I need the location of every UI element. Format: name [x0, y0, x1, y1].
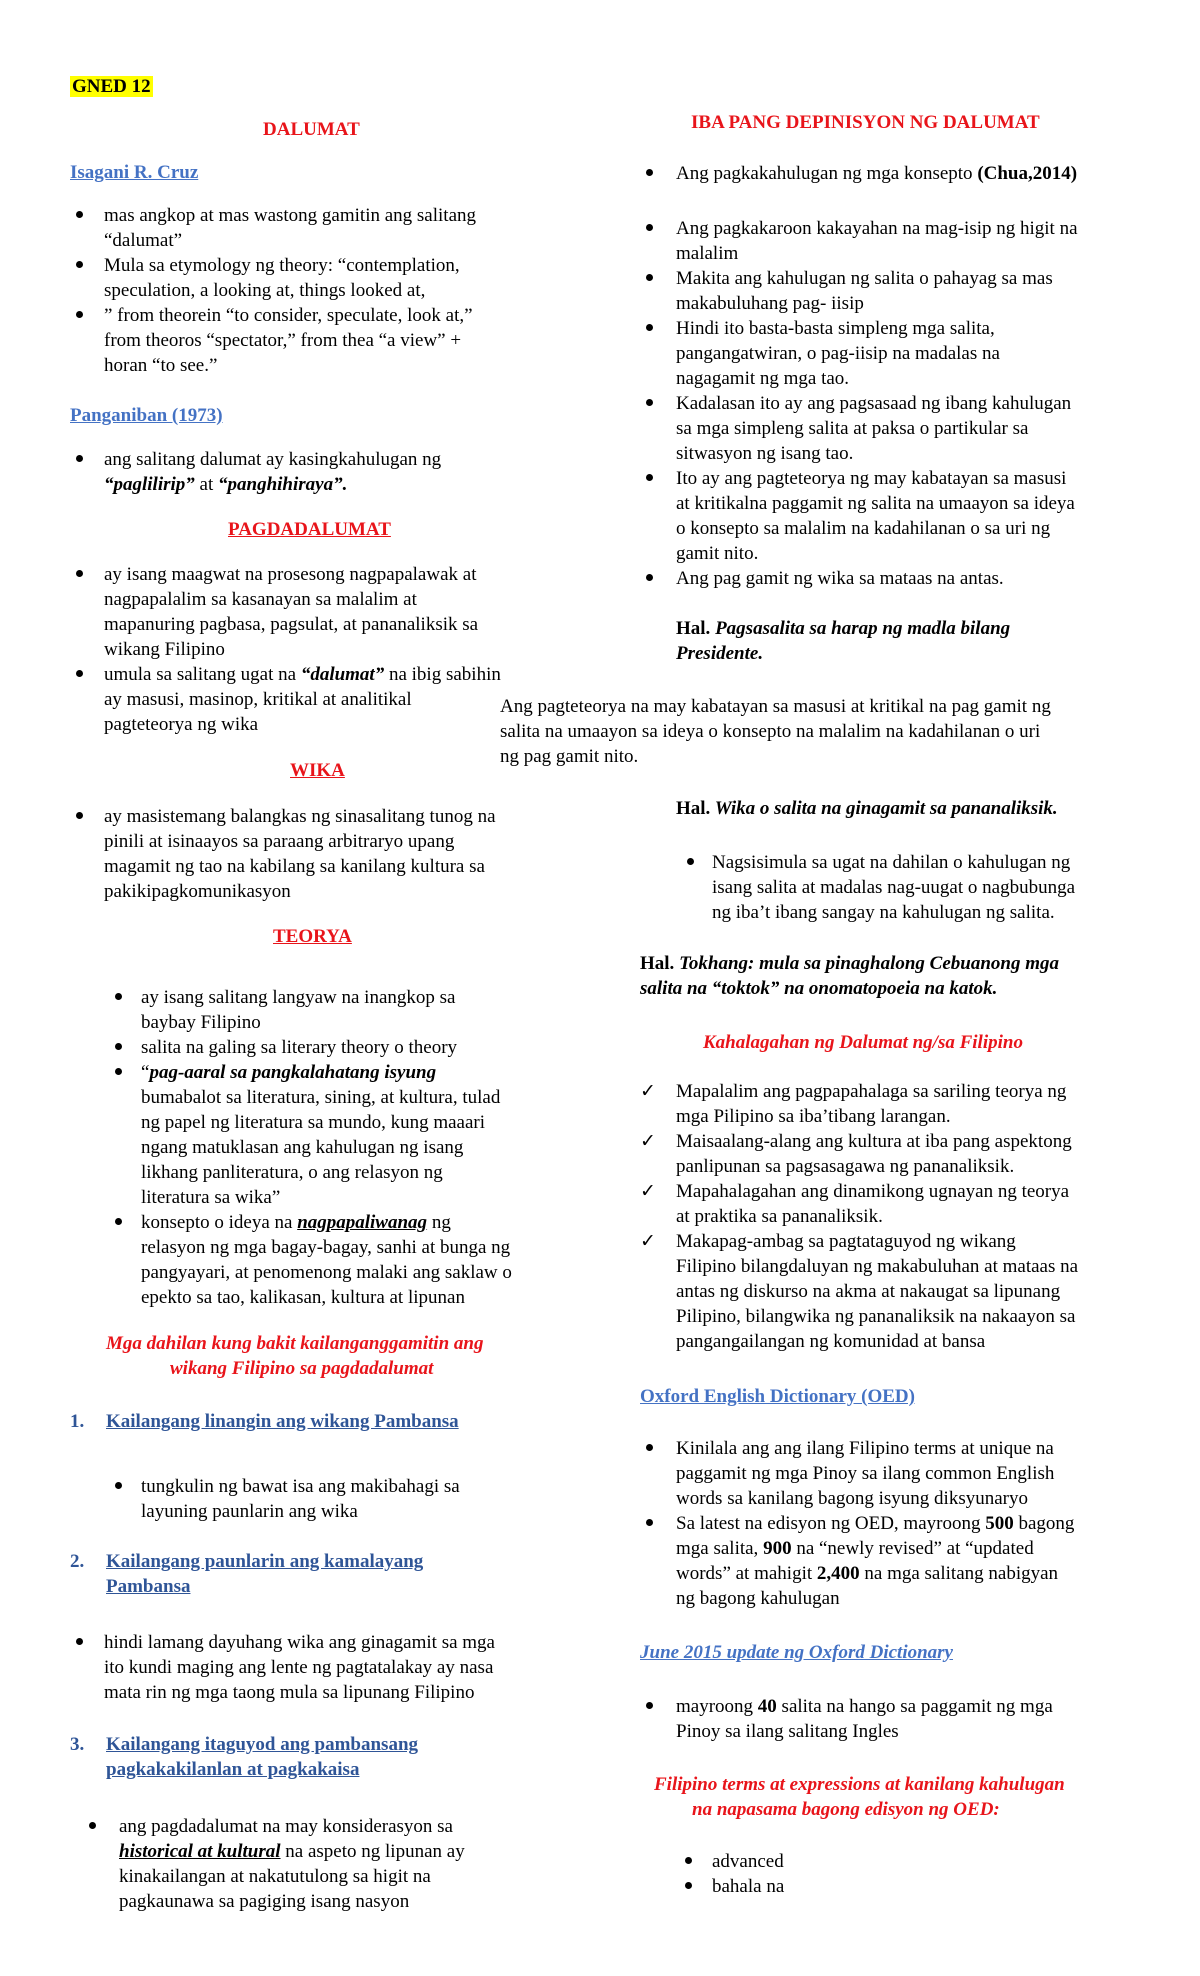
bullet-dot: [646, 324, 653, 331]
hal-3-l1: Hal. Tokhang: mula sa pinaghalong Cebuanong mga: [640, 953, 1059, 974]
bullet-dot: [646, 574, 653, 581]
wika-b1-l1: ay masistemang balangkas ng sinasalitang tunog na: [104, 806, 496, 827]
bullet-dot: [646, 474, 653, 481]
reason-3-b-l1: ang pagdadalumat na may konsiderasyon sa: [119, 1816, 453, 1837]
bullet-dot: [687, 858, 694, 865]
iba-b6-l4: gamit nito.: [676, 543, 759, 564]
wika-title: WIKA: [290, 760, 345, 781]
reasons-title-l2: wikang Filipino sa pagdadalumat: [170, 1358, 434, 1379]
cruz-b3-l1: ” from theorein “to consider, speculate, look at,”: [104, 305, 473, 326]
reason-3-heading-l2: pagkakakilanlan at pagkakaisa: [106, 1759, 360, 1780]
kahalagahan-title: Kahalagahan ng Dalumat ng/sa Filipino: [703, 1032, 1023, 1053]
teorya-b3-l5: likhang panliteratura, o ang relasyon ng: [141, 1162, 443, 1183]
cruz-b1-l1: mas angkop at mas wastong gamitin ang salitang: [104, 205, 477, 226]
terms-title-l2: na napasama bagong edisyon ng OED:: [692, 1799, 1000, 1820]
teorya-b3-l3: ng papel ng literatura sa mundo, kung maaari: [141, 1112, 486, 1133]
oed-b2-l3: words” at mahigit 2,400 na mga salitang nabigyan: [676, 1563, 1059, 1584]
hal-2: Hal. Wika o salita na ginagamit sa pananaliksik.: [676, 798, 1058, 819]
term-item: advanced: [712, 1851, 784, 1872]
hal-1-l2: Presidente.: [676, 643, 764, 664]
iba-b4-l2: pangangatwiran, o pag-iisip na madalas na: [676, 343, 1000, 364]
teorya-b3-l4: ngang matuklasan ang kahulugan ng isang: [141, 1137, 464, 1158]
oed-b1-l1: Kinilala ang ang ilang Filipino terms at unique na: [676, 1438, 1054, 1459]
cruz-b1-l2: “dalumat”: [104, 230, 183, 251]
iba-b1: Ang pagkakahulugan ng mga konsepto (Chua,2014): [676, 163, 1078, 184]
bullet-dot: [115, 993, 122, 1000]
bullet-dot: [76, 570, 83, 577]
bullet-dot: [76, 211, 83, 218]
reason-1-b-l1: tungkulin ng bawat isa ang makibahagi sa: [141, 1476, 460, 1497]
teorya-b3-l2: bumabalot sa literatura, sining, at kultura, tulad: [141, 1087, 501, 1108]
pagd-b1-l4: wikang Filipino: [104, 639, 225, 660]
bullet-dot: [646, 399, 653, 406]
teorya-b4-l3: pangyayari, at penomenong malaki ang saklaw o: [141, 1262, 512, 1283]
iba-b8-l2: isang salita at madalas nag-uugat o nagbubunga: [712, 877, 1076, 898]
check-4-l3: antas ng diskurso na akma at nakaugat sa lipunang: [676, 1281, 1061, 1302]
iba-b6-l3: o konsepto sa malalim na kadahilanan o sa uri ng: [676, 518, 1051, 539]
oed-b1-l2: paggamit ng mga Pinoy sa ilang common English: [676, 1463, 1055, 1484]
pagdadalumat-title: PAGDADALUMAT: [228, 519, 391, 540]
iba-b4-l3: nagagamit ng mga tao.: [676, 368, 850, 389]
panganiban-b1-l1: ang salitang dalumat ay kasingkahulugan ng: [104, 449, 442, 470]
check-4-l2: Filipino bilangdaluyan ng makabuluhan at mataas na: [676, 1256, 1079, 1277]
floating-text-l2: salita na umaayon sa ideya o konsepto na malalim na kadahilanan o uri: [500, 721, 1041, 742]
bullet-dot: [685, 1857, 692, 1864]
oed-heading: Oxford English Dictionary (OED): [640, 1386, 915, 1407]
check-4-l5: pangangailangan ng komunidad at bansa: [676, 1331, 986, 1352]
panganiban-b1-l2: “paglilirip” at “panghihiraya”.: [104, 474, 348, 495]
floating-text-l1: Ang pagteteorya na may kabatayan sa masusi at kritikal na pag gamit ng: [500, 696, 1051, 717]
wika-b1-l4: pakikipagkomunikasyon: [104, 881, 291, 902]
reasons-title-l1: Mga dahilan kung bakit kailanganggamitin ang: [106, 1333, 484, 1354]
iba-b2-l2: malalim: [676, 243, 739, 264]
iba-b6-l2: at kritikalna paggamit ng salita na umaayon sa ideya: [676, 493, 1075, 514]
pagd-b2-l2: ay masusi, masinop, kritikal at analitikal: [104, 689, 412, 710]
june-b1-l2: Pinoy sa ilang salitang Ingles: [676, 1721, 899, 1742]
terms-title-l1: Filipino terms at expressions at kanilang kahulugan: [654, 1774, 1065, 1795]
iba-b8-l3: ng iba’t ibang sangay na kahulugan ng salita.: [712, 902, 1055, 923]
wika-b1-l2: pinili at isinaayos sa paraang arbitraryo upang: [104, 831, 455, 852]
iba-b5-l2: sa mga simpleng salita at paksa o partikular sa: [676, 418, 1029, 439]
teorya-b4-l2: relasyon ng mga bagay-bagay, sanhi at bunga ng: [141, 1237, 511, 1258]
teorya-b3-l6: literatura sa wika”: [141, 1187, 281, 1208]
bullet-dot: [646, 224, 653, 231]
iba-b2-l1: Ang pagkakaroon kakayahan na mag-isip ng higit na: [676, 218, 1078, 239]
cruz-b2-l2: speculation, a looking at, things looked at,: [104, 280, 426, 301]
course-code: GNED 12: [72, 76, 151, 97]
oed-b1-l3: words sa kanilang bagong isyung diksyunaryo: [676, 1488, 1028, 1509]
reason-2-b-l1: hindi lamang dayuhang wika ang ginagamit sa mga: [104, 1632, 495, 1653]
check-1-l2: mga Pilipino sa iba’tibang larangan.: [676, 1106, 951, 1127]
teorya-b4-l1: konsepto o ideya na nagpapaliwanag ng: [141, 1212, 451, 1233]
bullet-dot: [76, 670, 83, 677]
reason-1-heading: Kailangang linangin ang wikang Pambansa: [106, 1411, 459, 1432]
cruz-b3-l3: horan “to see.”: [104, 355, 218, 376]
reason-1-b-l2: layuning paunlarin ang wika: [141, 1501, 358, 1522]
bullet-dot: [685, 1882, 692, 1889]
bullet-dot: [89, 1822, 96, 1829]
check-2-l1: Maisaalang-alang ang kultura at iba pang aspektong: [676, 1131, 1072, 1152]
floating-text-l3: ng pag gamit nito.: [500, 746, 639, 767]
check-3-l2: at praktika sa pananaliksik.: [676, 1206, 883, 1227]
teorya-title: TEORYA: [273, 926, 352, 947]
hal-3-l2: salita na “toktok” na onomatopoeia na katok.: [640, 978, 998, 999]
bullet-dot: [646, 1519, 653, 1526]
june-b1-l1: mayroong 40 salita na hango sa paggamit ng mga: [676, 1696, 1053, 1717]
bullet-dot: [115, 1043, 122, 1050]
iba-b4-l1: Hindi ito basta-basta simpleng mga salita,: [676, 318, 995, 339]
term-item: bahala na: [712, 1876, 785, 1897]
teorya-b3-l1: “pag-aaral sa pangkalahatang isyung: [141, 1062, 437, 1083]
iba-b7: Ang pag gamit ng wika sa mataas na antas.: [676, 568, 1004, 589]
iba-b5-l1: Kadalasan ito ay ang pagsasaad ng ibang kahulugan: [676, 393, 1072, 414]
check-1-l1: Mapalalim ang pagpapahalaga sa sariling teorya ng: [676, 1081, 1067, 1102]
bullet-dot: [115, 1218, 122, 1225]
bullet-dot: [76, 311, 83, 318]
reason-3-b-l2: historical at kultural na aspeto ng lipunan ay: [119, 1841, 465, 1862]
pagd-b1-l3: mapanuring pagbasa, pagsulat, at pananaliksik sa: [104, 614, 479, 635]
teorya-b4-l4: epekto sa tao, kalikasan, kultura at lipunan: [141, 1287, 465, 1308]
bullet-dot: [115, 1482, 122, 1489]
checkmark-icon: ✓: [640, 1230, 656, 1252]
teorya-b2: salita na galing sa literary theory o theory: [141, 1037, 458, 1058]
reason-number: 2.: [70, 1551, 85, 1572]
iba-b3-l1: Makita ang kahulugan ng salita o pahayag sa mas: [676, 268, 1053, 289]
june-heading: June 2015 update ng Oxford Dictionary: [640, 1642, 953, 1663]
reason-2-heading-l1: Kailangang paunlarin ang kamalayang: [106, 1551, 424, 1572]
check-4-l4: Pilipino, bilangwika ng pananaliksik na nakaayon sa: [676, 1306, 1076, 1327]
bullet-dot: [646, 1702, 653, 1709]
pagd-b2-l1: umula sa salitang ugat na “dalumat” na ibig sabihin: [104, 664, 501, 685]
bullet-dot: [646, 1444, 653, 1451]
bullet-dot: [76, 455, 83, 462]
iba-title: IBA PANG DEPINISYON NG DALUMAT: [691, 112, 1040, 133]
pagd-b1-l1: ay isang maagwat na prosesong nagpapalawak at: [104, 564, 477, 585]
panganiban-heading: Panganiban (1973): [70, 405, 223, 426]
iba-b8-l1: Nagsisimula sa ugat na dahilan o kahulugan ng: [712, 852, 1071, 873]
wika-b1-l3: magamit ng tao na kabilang sa kanilang kultura sa: [104, 856, 485, 877]
oed-b2-l4: ng bagong kahulugan: [676, 1588, 840, 1609]
check-4-l1: Makapag-ambag sa pagtataguyod ng wikang: [676, 1231, 1016, 1252]
teorya-b1-l2: baybay Filipino: [141, 1012, 261, 1033]
reason-3-heading-l1: Kailangang itaguyod ang pambansang: [106, 1734, 419, 1755]
reason-2-b-l2: ito kundi maging ang lente ng pagtatalakay ay nasa: [104, 1657, 494, 1678]
bullet-dot: [76, 1638, 83, 1645]
iba-b6-l1: Ito ay ang pagteteorya ng may kabatayan sa masusi: [676, 468, 1067, 489]
checkmark-icon: ✓: [640, 1130, 656, 1152]
reason-number: 1.: [70, 1411, 85, 1432]
dalumat-title: DALUMAT: [263, 119, 360, 140]
cruz-b2-l1: Mula sa etymology ng theory: “contemplation,: [104, 255, 460, 276]
iba-b3-l2: makabuluhang pag- iisip: [676, 293, 864, 314]
reason-number: 3.: [70, 1734, 85, 1755]
bullet-dot: [76, 812, 83, 819]
pagd-b1-l2: nagpapalalim sa kasanayan sa malalim at: [104, 589, 417, 610]
check-2-l2: panlipunan sa pagsasagawa ng pananaliksik.: [676, 1156, 1015, 1177]
bullet-dot: [646, 169, 653, 176]
oed-b2-l1: Sa latest na edisyon ng OED, mayroong 500 bagong: [676, 1513, 1075, 1534]
checkmark-icon: ✓: [640, 1180, 656, 1202]
iba-b5-l3: sitwasyon ng isang tao.: [676, 443, 854, 464]
reason-3-b-l3: kinakailangan at nakatutulong sa higit na: [119, 1866, 431, 1887]
hal-1-l1: Hal. Pagsasalita sa harap ng madla bilang: [676, 618, 1011, 639]
checkmark-icon: ✓: [640, 1080, 656, 1102]
teorya-b1-l1: ay isang salitang langyaw na inangkop sa: [141, 987, 456, 1008]
check-3-l1: Mapahalagahan ang dinamikong ugnayan ng teorya: [676, 1181, 1070, 1202]
pagd-b2-l3: pagteteorya ng wika: [104, 714, 259, 735]
reason-2-heading-l2: Pambansa: [106, 1576, 191, 1597]
reason-3-b-l4: pagkaunawa sa pagiging isang nasyon: [119, 1891, 410, 1912]
cruz-heading: Isagani R. Cruz: [70, 162, 199, 183]
bullet-dot: [76, 261, 83, 268]
cruz-b3-l2: from theoros “spectator,” from thea “a view” +: [104, 330, 462, 351]
reason-2-b-l3: mata rin ng mga taong mula sa lipunang Filipino: [104, 1682, 475, 1703]
bullet-dot: [646, 274, 653, 281]
bullet-dot: [115, 1068, 122, 1075]
oed-b2-l2: mga salita, 900 na “newly revised” at “updated: [676, 1538, 1034, 1559]
